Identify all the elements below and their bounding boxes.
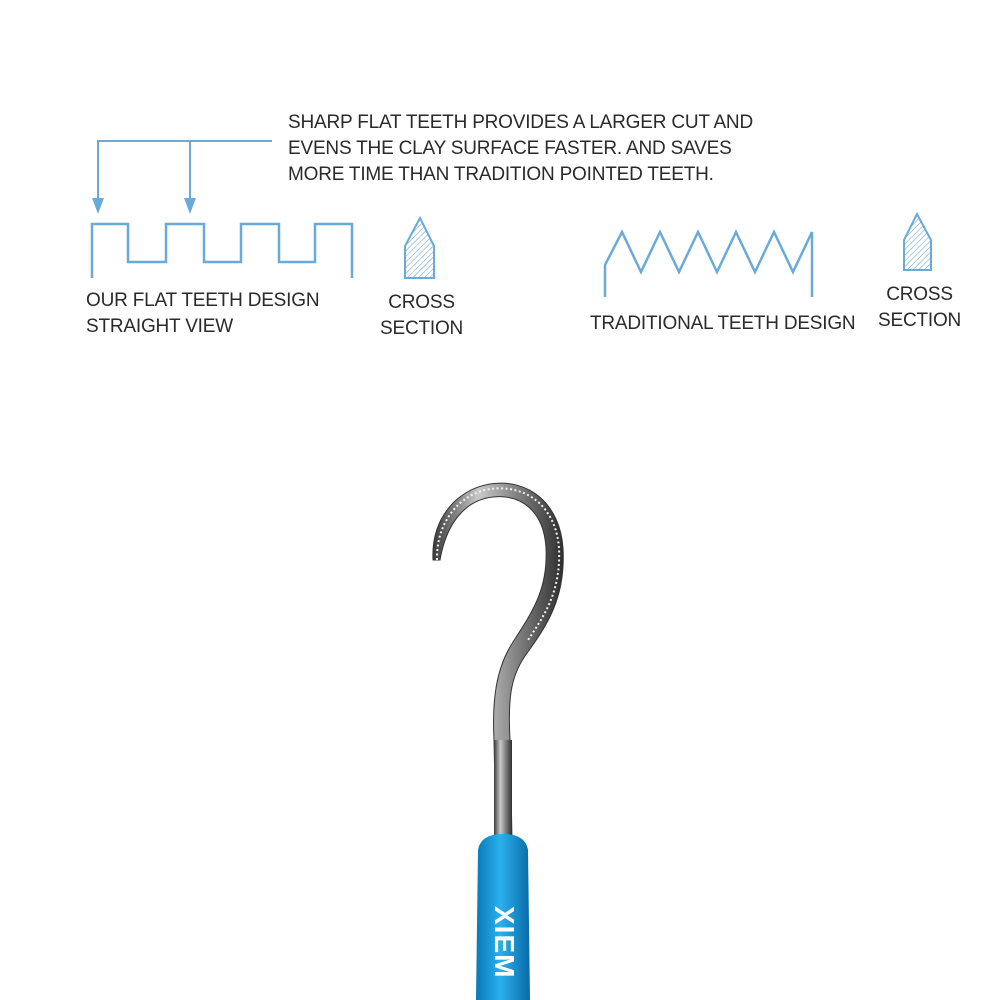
flat-design-label-line: STRAIGHT VIEW <box>86 316 233 337</box>
traditional-cross-section-icon <box>904 214 931 270</box>
callout-line: EVENS THE CLAY SURFACE FASTER. AND SAVES <box>288 138 732 159</box>
arrow-heads <box>92 198 196 214</box>
callout-line: SHARP FLAT TEETH PROVIDES A LARGER CUT AND <box>288 112 753 133</box>
traditional-teeth-profile <box>605 232 812 297</box>
flat-design-label <box>86 288 319 340</box>
traditional-cross-section-label <box>878 282 961 334</box>
flat-cross-section-icon <box>405 218 434 278</box>
cross-section-label-line: SECTION <box>380 318 464 339</box>
traditional-design-label: TRADITIONAL TEETH DESIGN <box>590 313 856 334</box>
callout-line: MORE TIME THAN TRADITION POINTED TEETH. <box>288 164 714 185</box>
flat-teeth-profile <box>92 224 352 278</box>
cross-section-label-line: CROSS <box>388 292 455 313</box>
callout-arrows <box>98 141 272 200</box>
cross-section-label-line: CROSS <box>886 284 953 305</box>
flat-design-label-line: OUR FLAT TEETH DESIGN <box>86 290 320 311</box>
flat-cross-section-label <box>380 290 463 342</box>
callout-text <box>288 110 753 188</box>
cross-section-label-line: SECTION <box>878 310 962 331</box>
handle-brand-text: XIEM <box>489 906 520 979</box>
